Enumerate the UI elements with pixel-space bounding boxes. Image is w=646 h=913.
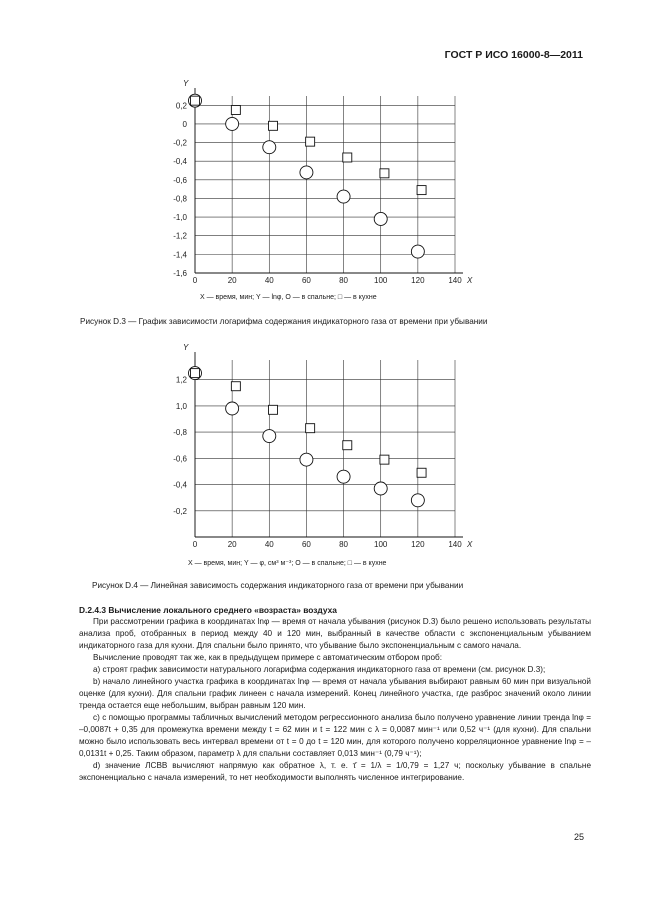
y-tick-label: -1,2 [173, 231, 187, 241]
data-point-kitchen [191, 369, 200, 378]
figure-d4-caption: Рисунок D.4 — Линейная зависимость содержания индикаторного газа от времени при убывании [92, 581, 464, 590]
x-tick-label: 100 [374, 540, 388, 549]
y-tick-label: -0,8 [173, 194, 187, 204]
x-tick-label: 0 [192, 540, 198, 549]
item-d: d) значение ЛСВВ вычисляют напрямую как обратное λ, т. е. τ̄ = 1/λ = 1/0,79 = 1,27 ч; поскольку убывание в спальне экспоненциально с начала измерений, то нет необходимости выполнять численное интегрирование. [79, 761, 591, 782]
y-axis-label: Y [183, 79, 189, 88]
paragraph-2: Вычисление проводят так же, как в предыдущем примере с автоматическим отбором проб: [93, 653, 442, 662]
x-tick-label: 80 [339, 276, 349, 285]
x-tick-label: 140 [448, 540, 462, 549]
data-point-kitchen [306, 424, 315, 433]
x-tick-label: 80 [339, 540, 349, 549]
y-tick-label: -0,4 [173, 480, 187, 490]
y-tick-label: -0,2 [173, 138, 187, 148]
y-tick-label: -0,6 [173, 175, 187, 185]
data-point-bedroom [226, 402, 239, 415]
x-tick-label: 60 [301, 540, 311, 549]
y-tick-label: -0,6 [173, 454, 187, 464]
item-b: b) начало линейного участка графика в координатах lnφ — время от начала убывания выбирают равным 60 мин при визуальной оценке (для кухни). Для спальни график линеен с начала измерений. Конец линейного участка, где разброс значений около линии тренда остается еще небольшим, выбран равным 120 мин. [79, 677, 591, 710]
data-point-kitchen [269, 405, 278, 414]
y-tick-label: -0,4 [173, 157, 187, 167]
y-tick-label: 0,2 [175, 101, 187, 111]
document-header: ГОСТ Р ИСО 16000-8—2011 [444, 49, 583, 61]
y-tick-label: 1,2 [175, 375, 187, 385]
y-tick-label: 1,0 [175, 401, 187, 411]
x-tick-label: 20 [227, 276, 237, 285]
x-tick-label: 20 [227, 540, 237, 549]
x-tick-label: 40 [264, 540, 274, 549]
y-tick-label: 0 [182, 119, 187, 129]
x-tick-label: 0 [192, 276, 198, 285]
x-tick-label: 120 [411, 276, 425, 285]
y-tick-label: -0,8 [173, 428, 187, 438]
y-tick-label: -0,2 [173, 506, 187, 516]
y-tick-label: -1,0 [173, 213, 187, 223]
data-point-kitchen [343, 441, 352, 450]
section-d243 [79, 604, 591, 784]
data-point-kitchen [380, 455, 389, 464]
x-axis-label: X [467, 276, 473, 285]
data-point-kitchen [231, 382, 240, 391]
x-tick-label: 120 [411, 540, 425, 549]
section-heading: D.2.4.3 Вычисление локального среднего «возраста» воздуха [79, 605, 337, 615]
x-tick-label: 40 [264, 276, 274, 285]
figure-d3-legend-note: X — время, мин; Y — lnφ, O — в спальне; □ — в кухне [200, 294, 377, 301]
data-point-bedroom [337, 470, 350, 483]
data-point-kitchen [417, 468, 426, 477]
data-point-bedroom [411, 494, 424, 507]
figure-d4-legend-note: X — время, мин; Y — φ, см³ м⁻³; O — в спальне; □ — в кухне [188, 560, 387, 567]
item-a: a) строят график зависимости натурального логарифма содержания индикаторного газа от времени (см. рисунок D.3); [93, 665, 546, 674]
x-axis-label: X [467, 540, 473, 549]
x-tick-label: 140 [448, 276, 462, 285]
x-tick-label: 100 [374, 276, 388, 285]
figure-d3-caption: Рисунок D.3 — График зависимости логарифма содержания индикаторного газа от времени при убывании [80, 317, 488, 326]
y-axis-label: Y [183, 343, 189, 352]
data-point-bedroom [300, 453, 313, 466]
data-point-bedroom [263, 430, 276, 443]
x-tick-label: 60 [301, 276, 311, 285]
y-tick-label: -1,4 [173, 250, 187, 260]
paragraph-1: При рассмотрении графика в координатах lnφ — время от начала убывания (рисунок D.3) было решено использовать результаты анализа проб, отобранных в период между 40 и 120 мин, выбранный в качестве области с экспоненциальным убыванием индикаторного газа для кухни. Для спальни было принято, что убывание было экспоненциальным с самого начала. [79, 617, 591, 650]
data-point-bedroom [374, 482, 387, 495]
item-c: c) с помощью программы табличных вычислений методом регрессионного анализа было получено уравнение линии тренда lnφ = –0,0087t + 0,35 для промежутка времени между t = 62 мин и t = 122 мин с λ = 0,0087 мин⁻¹ или 0,52 ч⁻¹ (для кухни). Для спальни можно было использовать весь интервал времени от t = 0 до t = 120 мин, для которого получено корреляционное уравнение lnφ = –0,0131t + 0,25. Таким образом, параметр λ для спальни составляет 0,013 мин⁻¹ (0,79 ч⁻¹); [79, 713, 591, 758]
page-number: 25 [573, 832, 584, 842]
y-tick-label: -1,6 [173, 269, 187, 278]
